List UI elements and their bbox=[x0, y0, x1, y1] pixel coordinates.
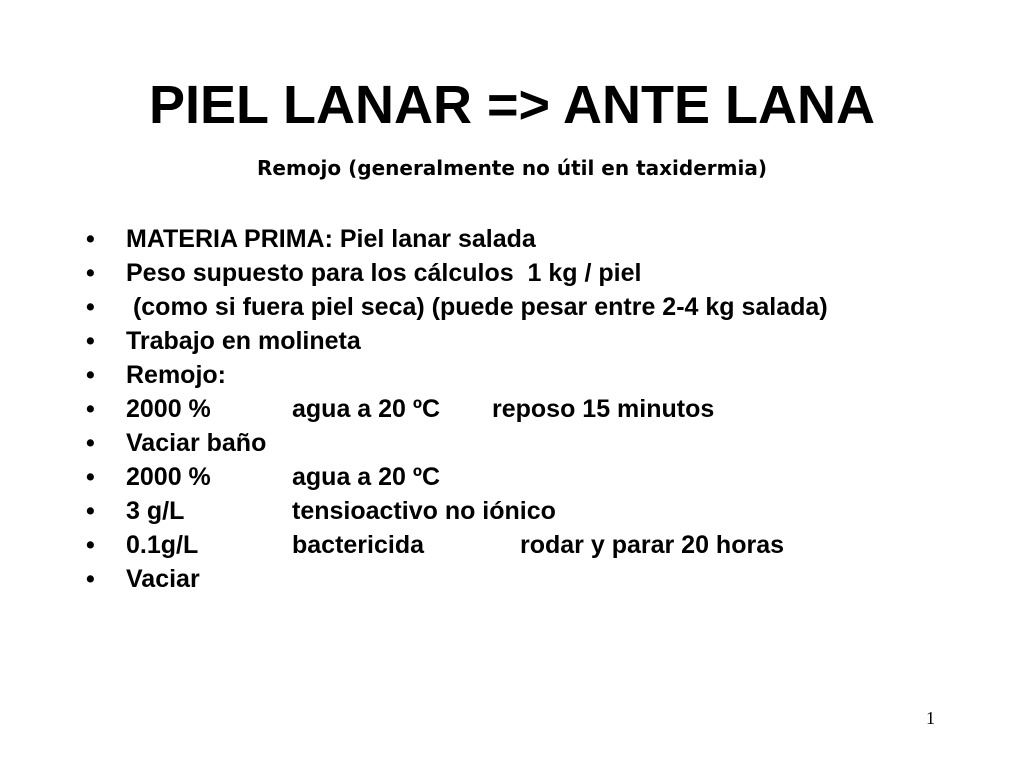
bullet-text: Peso supuesto para los cálculos 1 kg / piel bbox=[126, 259, 642, 287]
bullet-product: agua a 20 ºC bbox=[292, 395, 441, 423]
bullet-icon: • bbox=[86, 565, 95, 593]
bullet-quantity: 2000 % bbox=[126, 463, 211, 491]
bullet-icon: • bbox=[86, 361, 95, 389]
bullet-text: (como si fuera piel seca) (puede pesar entre 2-4 kg salada) bbox=[126, 293, 828, 321]
bullet-quantity: 3 g/L bbox=[126, 497, 185, 525]
bullet-text: Vaciar baño bbox=[126, 429, 267, 457]
bullet-quantity: 2000 % bbox=[126, 395, 211, 423]
slide-subtitle: Remojo (generalmente no útil en taxidermia) bbox=[257, 156, 767, 180]
bullet-icon: • bbox=[86, 225, 95, 253]
bullet-icon: • bbox=[86, 531, 95, 559]
bullet-product: agua a 20 ºC bbox=[292, 463, 441, 491]
bullet-icon: • bbox=[86, 293, 95, 321]
bullet-text: Vaciar bbox=[126, 565, 200, 593]
bullet-icon: • bbox=[86, 463, 95, 491]
bullet-icon: • bbox=[86, 259, 95, 287]
bullet-icon: • bbox=[86, 395, 95, 423]
bullet-text: MATERIA PRIMA: Piel lanar salada bbox=[126, 225, 536, 253]
bullet-product: bactericida bbox=[292, 531, 425, 559]
bullet-text: Remojo: bbox=[126, 361, 226, 389]
bullet-product: tensioactivo no iónico bbox=[292, 497, 556, 525]
bullet-action: reposo 15 minutos bbox=[492, 395, 715, 423]
page-number: 1 bbox=[926, 708, 935, 728]
bullet-icon: • bbox=[86, 429, 95, 457]
bullet-icon: • bbox=[86, 327, 95, 355]
bullet-quantity: 0.1g/L bbox=[126, 531, 199, 559]
bullet-icon: • bbox=[86, 497, 95, 525]
bullet-action: rodar y parar 20 horas bbox=[520, 531, 785, 559]
bullet-text: Trabajo en molineta bbox=[126, 327, 361, 355]
slide-title: PIEL LANAR => ANTE LANA bbox=[148, 75, 876, 135]
